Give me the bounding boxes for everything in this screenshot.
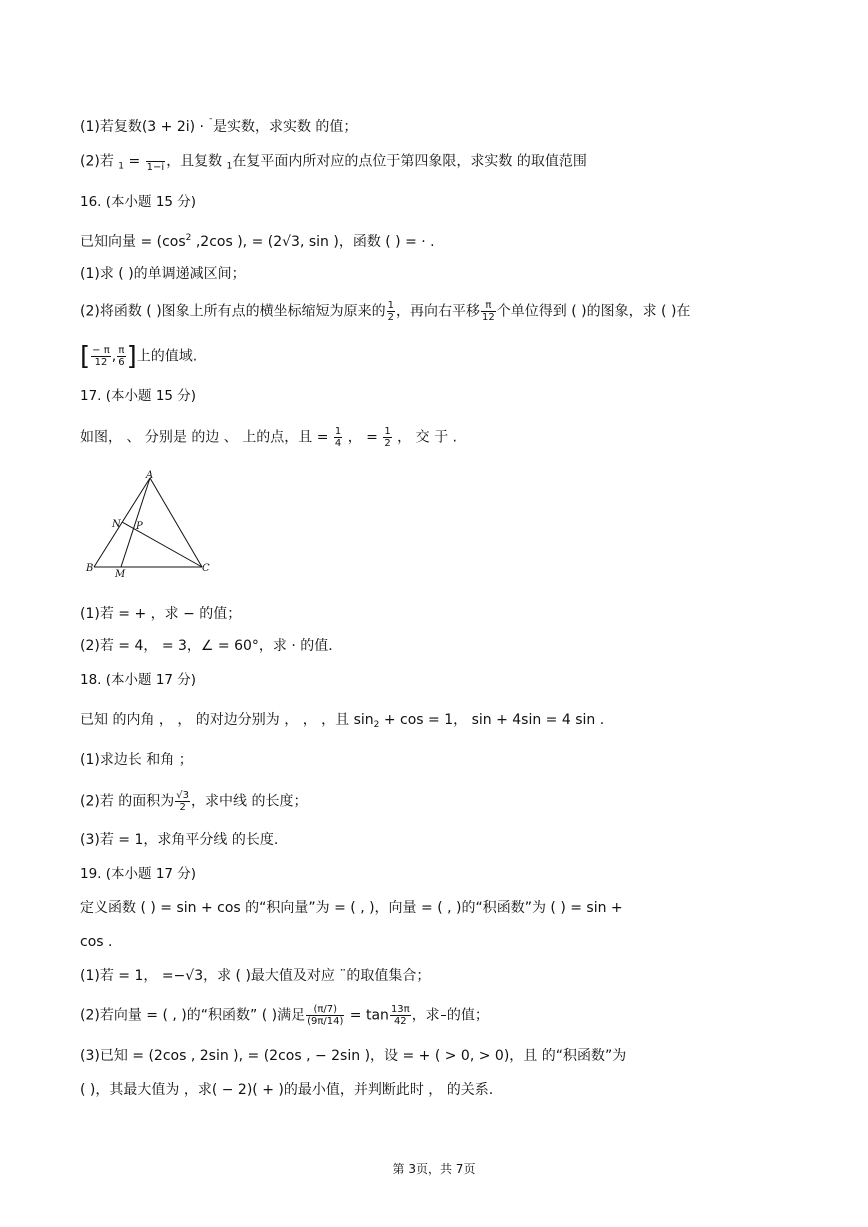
q17-part2: (2)若 = 4， = 3，∠ = 60°，求 · 的值. bbox=[80, 638, 333, 654]
q17-part1: (1)若 = + ，求 − 的值； bbox=[80, 606, 242, 622]
label-c: C bbox=[202, 563, 210, 574]
page-footer: 第 3页，共 7页 bbox=[392, 1162, 476, 1176]
fraction: $\frac{- \pi}{12}$ bbox=[92, 345, 110, 368]
fraction: $\frac{1}{2}$ bbox=[387, 300, 395, 323]
q18-part3: (3)若 = 1，求角平分线 的长度. bbox=[80, 832, 279, 848]
q18-part1: (1)求边长 和角 ； bbox=[80, 752, 193, 768]
fraction: $\frac{(\pi/7)}{(9\pi/14)}$ bbox=[307, 1004, 344, 1027]
q16-part1: (1)求 ( )的单调递减区间； bbox=[80, 266, 246, 282]
q18-stem: 已知 的内角 ， ， 的对边分别为 ， ， ，且 $\sin_2 + \cos = 1$， sin + 4sin = 4 sin . bbox=[80, 712, 605, 730]
q15-part2: (2)若 $_1$ = 1−i ，且复数 $_1$在复平面内所对应的点位于第四象限，求实数 的取值范围 bbox=[80, 150, 587, 177]
q15-part1: (1)若复数(3 + 2i) · ¯是实数，求实数 的值； bbox=[80, 118, 358, 135]
fraction: $\frac{\pi}{6}$ bbox=[118, 345, 125, 368]
fraction: 1−i bbox=[146, 150, 166, 173]
q16-stem: 已知向量 = ($\cos^2$ ,2cos ), = (2√3, sin )，函数 ( ) = · . bbox=[80, 233, 435, 250]
fraction: $\frac{1}{2}$ bbox=[384, 426, 391, 449]
triangle-figure bbox=[84, 470, 224, 585]
fraction: $\frac{\pi}{12}$ bbox=[482, 300, 495, 323]
label-b: B bbox=[86, 563, 94, 574]
q19-stem: 定义函数 ( ) = sin + cos 的“积向量”为 = ( , )，向量 = ( , )的“积函数”为 ( ) = sin + bbox=[80, 900, 623, 916]
side-ac bbox=[150, 478, 202, 567]
segment-cn bbox=[122, 522, 202, 567]
fraction bbox=[441, 1004, 446, 1027]
fraction: $\frac{13\pi}{42}$ bbox=[390, 1004, 410, 1027]
label-p: P bbox=[136, 521, 143, 532]
q16-interval: [ $\frac{- \pi}{12}$ , $\frac{\pi}{6}$ ]上的值域. bbox=[80, 341, 198, 372]
fraction: $\frac{√3}{2}$ bbox=[176, 790, 190, 813]
label-m: M bbox=[115, 569, 126, 580]
q17-header: 17. (本小题 15 分) bbox=[80, 388, 197, 404]
q19-part3-cont: ( )，其最大值为 ，求( − 2)( + )的最小值，并判断此时 ， 的关系. bbox=[80, 1082, 494, 1098]
fraction: $\frac{1}{4}$ bbox=[334, 426, 342, 449]
q19-part2: (2)若向量 = ( , )的“积函数” ( )满足 $\frac{(\pi/7)}{(9\pi/14)}$ = tan $\frac{13\pi}{42}$ ，求 的值； bbox=[80, 1004, 489, 1027]
q16-part2: (2)将函数 ( )图象上所有点的横坐标缩短为原来的 $\frac{1}{2}$ ，再向右平移 $\frac{\pi}{12}$ 个单位得到 ( )的图象，求 ( )在 bbox=[80, 300, 691, 323]
q19-header: 19. (本小题 17 分) bbox=[80, 866, 197, 882]
q19-part3: (3)已知 = (2cos , 2sin ), = (2cos , − 2sin )，设 = + ( > 0, > 0)，且 的“积函数”为 bbox=[80, 1048, 627, 1064]
label-n: N bbox=[112, 519, 121, 530]
label-a: A bbox=[146, 470, 154, 481]
q17-stem: 如图， 、 分别是 的边 、 上的点，且 = $\frac{1}{4}$ ， = $\frac{1}{2}$ ， 交 于 . bbox=[80, 426, 457, 449]
q19-stem-cont: cos . bbox=[80, 934, 113, 950]
q16-header: 16. (本小题 15 分) bbox=[80, 194, 197, 210]
q18-header: 18. (本小题 17 分) bbox=[80, 672, 197, 688]
q18-part2: (2)若 的面积为 $\frac{√3}{2}$ ，求中线 的长度； bbox=[80, 790, 308, 813]
q19-part1: (1)若 = 1， =−√3，求 ( )最大值及对应 ¨的取值集合； bbox=[80, 968, 431, 984]
